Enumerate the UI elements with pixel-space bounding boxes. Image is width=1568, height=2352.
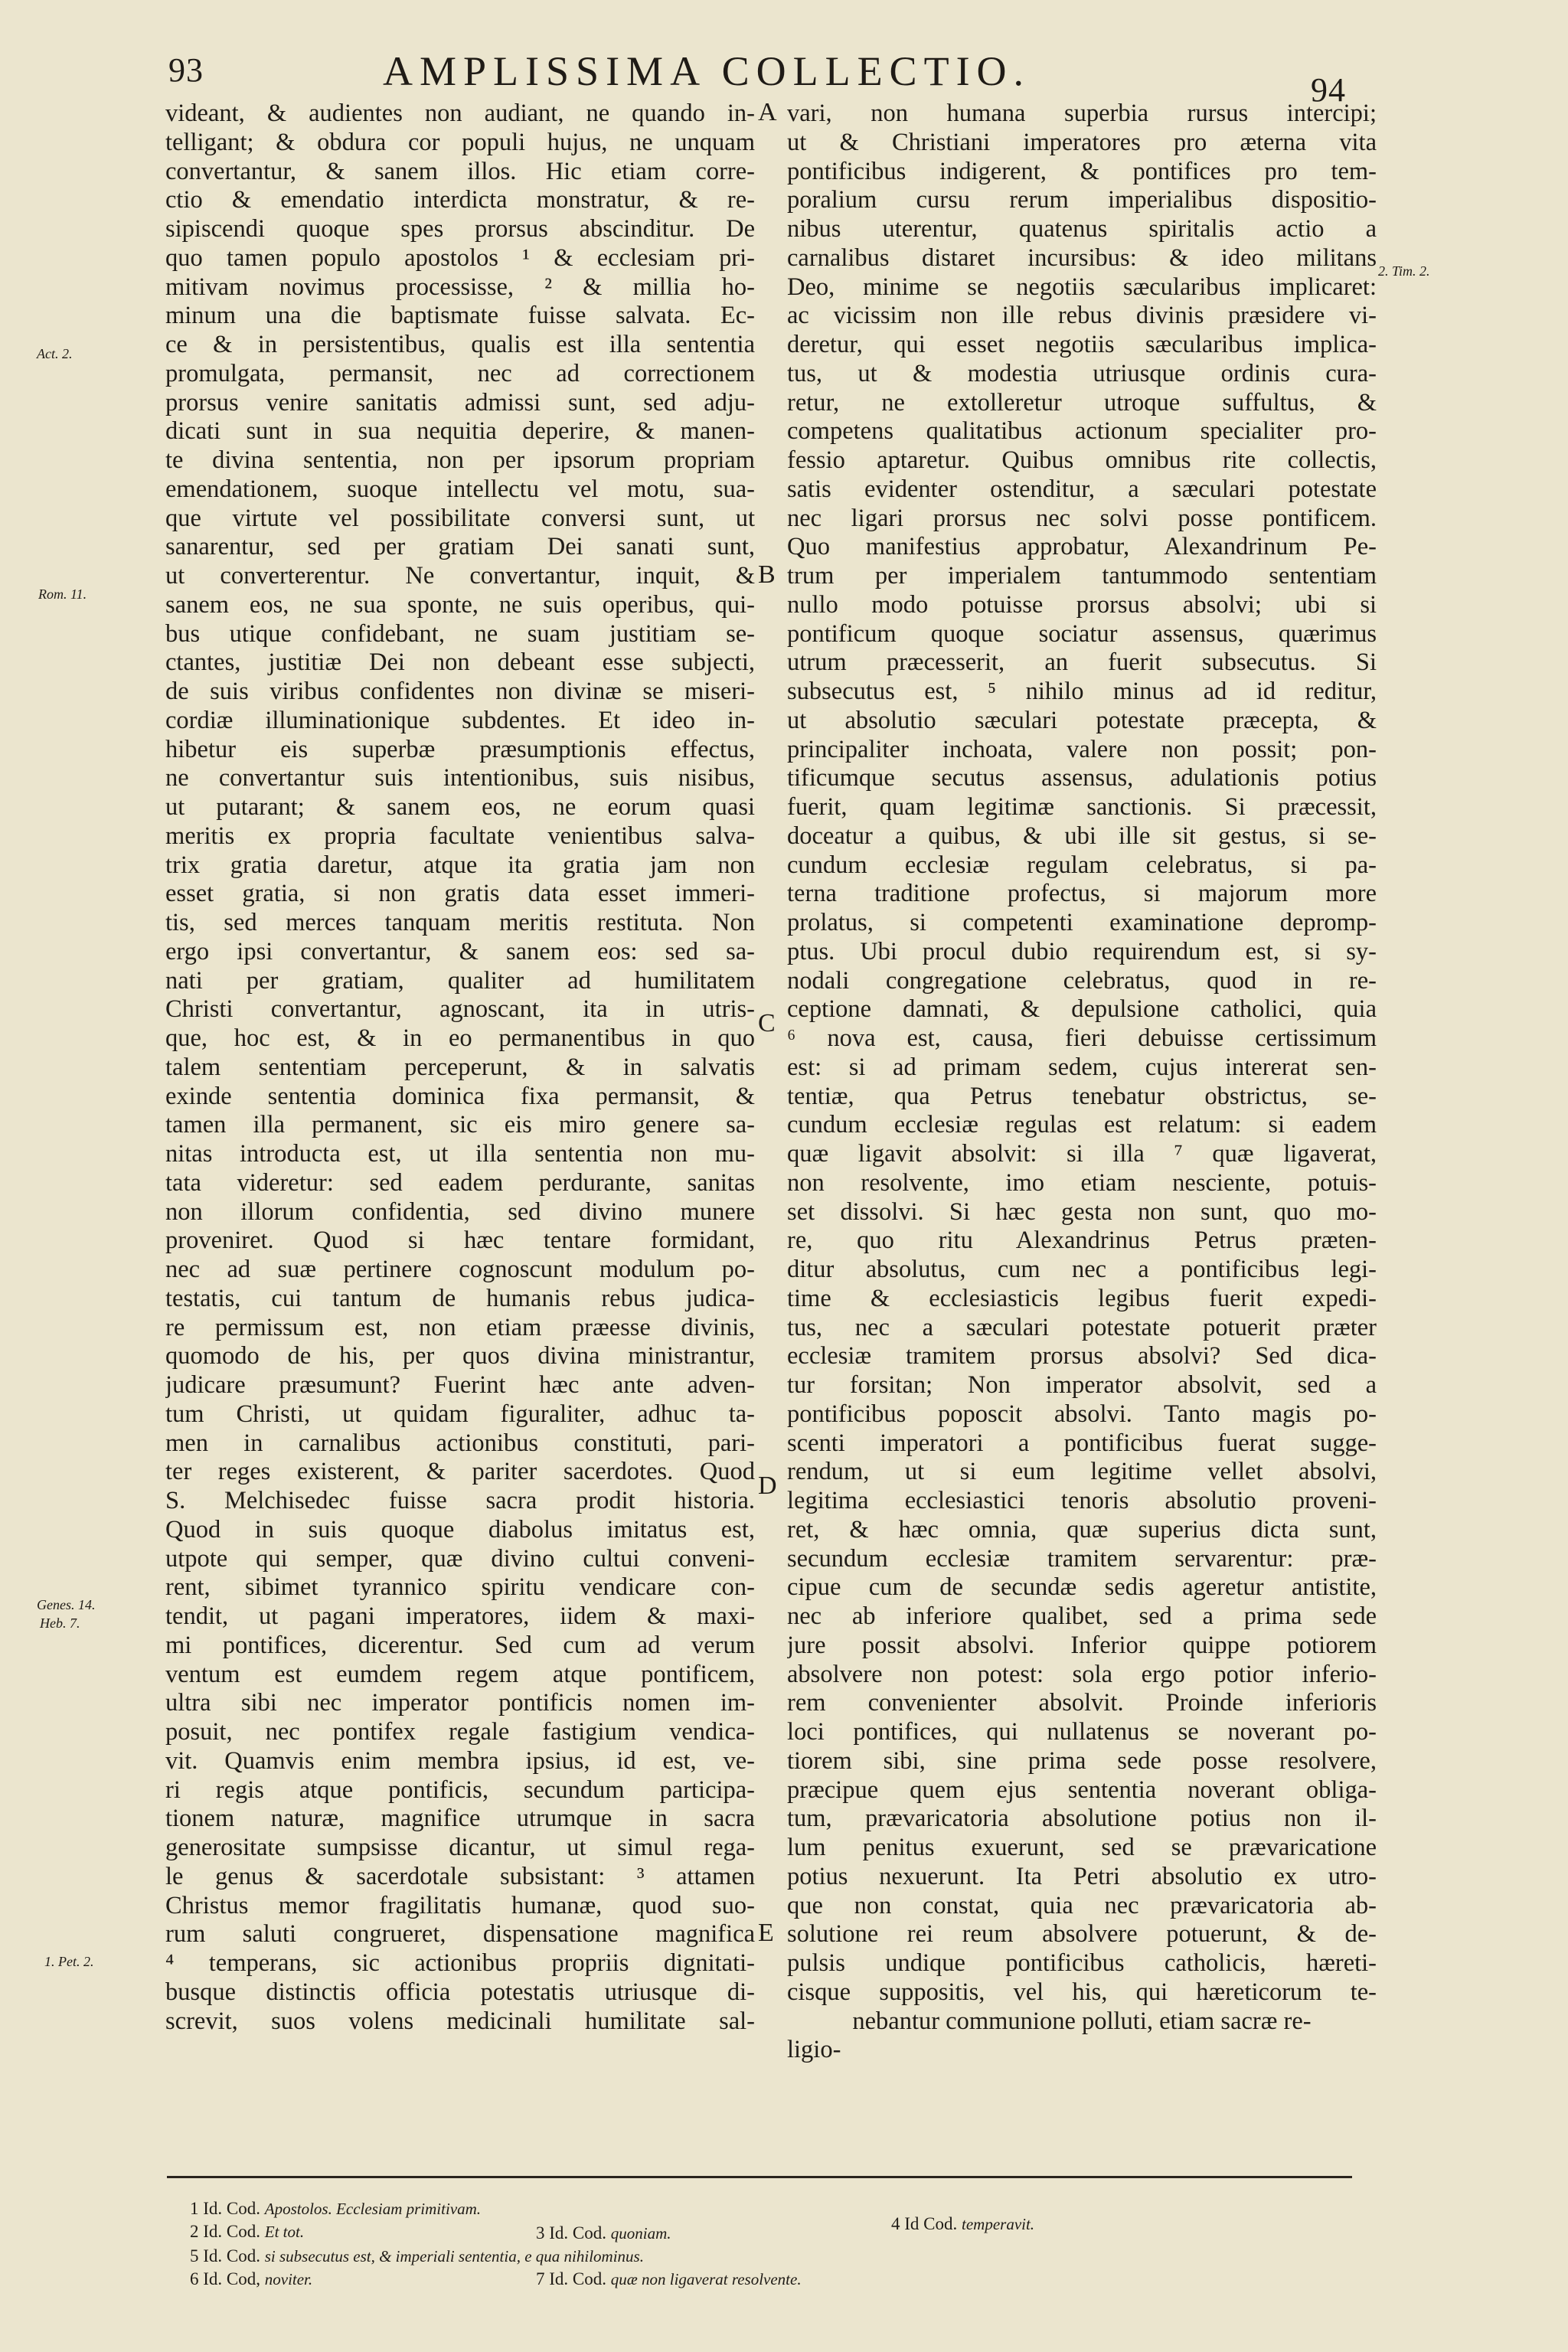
text-line: nodali congregatione celebratus, quod in re-: [787, 966, 1377, 995]
text-line: screvit, suos volens medicinali humilitate sal-: [165, 2007, 755, 2035]
text-line: præcipue quem ejus sententia noverant obliga-: [787, 1775, 1377, 1804]
section-letter-c: C: [758, 1009, 776, 1037]
text-line: sipiscendi quoque spes prorsus abscinditur. De: [165, 215, 755, 243]
text-line: rendum, ut si eum legitime vellet absolvi,: [787, 1458, 1377, 1486]
text-line: competens qualitatibus actionum specialiter pro-: [787, 417, 1377, 446]
text-line: telligant; & obdura cor populi hujus, ne unquam: [165, 128, 755, 156]
text-line: cundum ecclesiæ regulam celebratus, si pa-: [787, 851, 1377, 879]
text-line: promulgata, permansit, nec ad correctionem: [165, 359, 755, 387]
text-line: Quod in suis quoque diabolus imitatus est,: [165, 1515, 755, 1544]
text-line: rent, sibimet tyrannico spiritu vendicare con-: [165, 1573, 755, 1602]
text-line: bus utique confidebant, ne suam justitiam se-: [165, 619, 755, 648]
text-line: men in carnalibus actionibus constituti, pari-: [165, 1429, 755, 1457]
text-line: tis, sed merces tanquam meritis restituta. Non: [165, 909, 755, 936]
text-line: tionem naturæ, magnifice utrumque in sacra: [165, 1805, 755, 1833]
section-letter-a: A: [758, 98, 777, 126]
text-line: terna traditione profectus, si majorum more: [787, 880, 1377, 908]
footnote-2: 2 Id. Cod. Et tot.: [190, 2222, 305, 2241]
text-line: nati per gratiam, qualiter ad humilitatem: [165, 966, 755, 995]
text-line: tificumque secutus assensus, adulationis potius: [787, 764, 1377, 792]
text-line: judicare præsumunt? Fuerint hæc ante adven-: [165, 1371, 755, 1399]
text-line: doceatur a quibus, & ubi ille sit gestus, si se-: [787, 822, 1377, 850]
text-line: minum una die baptismate fuisse salvata. Ec-: [165, 302, 755, 330]
section-letter-b: B: [758, 560, 776, 589]
text-line: sanem eos, ne sua sponte, ne suis operibus, qui-: [165, 590, 755, 619]
text-line: nitas introducta est, ut illa sententia non mu-: [165, 1140, 755, 1168]
text-line: pontificibus poposcit absolvi. Tanto magis po-: [787, 1400, 1377, 1428]
text-line: quomodo de his, per quos divina ministrantur,: [165, 1342, 755, 1370]
text-line: convertantur, & sanem illos. Hic etiam corre-: [165, 157, 755, 185]
text-line: mitivam novimus processisse, ² & millia ho-: [165, 273, 755, 301]
text-line: posuit, nec pontifex regale fastigium vendica-: [165, 1718, 755, 1746]
text-line: utpote qui semper, quæ divino cultui conveni-: [165, 1544, 755, 1573]
text-line: que, hoc est, & in eo permanentibus in quo: [165, 1024, 755, 1052]
footnote-1: 1 Id. Cod. Apostolos. Ecclesiam primitivam.: [190, 2199, 482, 2218]
text-line: quo tamen populo apostolos ¹ & ecclesiam pri-: [165, 243, 755, 272]
text-line: esset gratia, si non gratis data esset immeri-: [165, 880, 755, 908]
text-line: tus, ut & modestia utriusque ordinis cura-: [787, 359, 1377, 387]
text-line: ditur absolutus, cum nec a pontificibus legi-: [787, 1256, 1377, 1283]
text-line: legitima ecclesiastici tenoris absolutio proveni-: [787, 1487, 1377, 1514]
footnote-5: 5 Id. Cod. si subsecutus est, & imperiali sententia, e qua nihilominus.: [190, 2246, 644, 2265]
footnote-7: 7 Id. Cod. quæ non ligaverat resolvente.: [536, 2269, 802, 2288]
text-line: exinde sententia dominica fixa permansit, &: [165, 1082, 755, 1110]
text-line: tum Christi, ut quidam figuraliter, adhuc ta-: [165, 1400, 755, 1428]
text-line: pulsis undique pontificibus catholicis, hæreti-: [787, 1949, 1377, 1977]
text-line: poralium cursu rerum imperialibus dispositio-: [787, 186, 1377, 214]
text-line: retur, ne extolleretur utroque suffultus, &: [787, 388, 1377, 416]
margin-note-hebrews: Heb. 7.: [40, 1615, 80, 1631]
text-line: fessio aptaretur. Quibus omnibus rite collectis,: [787, 446, 1377, 474]
text-line: cisque suppositis, vel his, qui hæreticorum te-: [787, 1978, 1377, 2006]
text-line: prolatus, si competenti examinatione depromp-: [787, 909, 1377, 936]
text-line: vari, non humana superbia rursus intercipi;: [787, 100, 1377, 127]
text-line: trix gratia daretur, atque ita gratia jam non: [165, 851, 755, 879]
text-line: talem sententiam perceperunt, & in salvatis: [165, 1053, 755, 1081]
text-line: tiorem sibi, sine prima sede posse resolvere,: [787, 1746, 1377, 1775]
text-line: ret, & hæc omnia, quæ superius dicta sunt,: [787, 1515, 1377, 1544]
footnote-divider: [167, 2176, 1352, 2178]
text-line: Deo, minime se negotiis sæcularibus implicaret:: [787, 273, 1377, 301]
text-line: ligio-: [787, 2036, 841, 2064]
text-line: emendationem, suoque intellectu vel motu, sua-: [165, 475, 755, 503]
text-line: non resolvente, imo etiam nesciente, potuis-: [787, 1168, 1377, 1197]
text-line: Quo manifestius approbatur, Alexandrinum Pe-: [787, 533, 1377, 561]
text-line: jure possit absolvi. Inferior quippe potiorem: [787, 1631, 1377, 1659]
text-line: que non constat, quia nec prævaricatoria ab-: [787, 1891, 1377, 1919]
text-line: ultra sibi nec imperator pontificis nomen im-: [165, 1689, 755, 1717]
text-line: videant, & audientes non audiant, ne quando in-: [165, 100, 755, 127]
text-line: vit. Quamvis enim membra ipsius, id est, ve-: [165, 1746, 755, 1775]
right-text-column: [787, 100, 1377, 2065]
text-line: que virtute vel possibilitate conversi sunt, ut: [165, 504, 755, 532]
text-line: generositate sumpsisse dicantur, ut simul rega-: [165, 1834, 755, 1861]
text-line: absolvere non potest: sola ergo potior inferio-: [787, 1660, 1377, 1688]
text-line: solutione rei reum absolvere potuerunt, & de-: [787, 1920, 1377, 1949]
text-line: secundum ecclesiæ tramitem servarentur: præ-: [787, 1544, 1377, 1573]
text-line: utrum præcesserit, an fuerit subsecutus. Si: [787, 648, 1377, 677]
text-line: fuerit, quam legitimæ sanctionis. Si præcessit,: [787, 793, 1377, 821]
text-line: te divina sententia, non per ipsorum propriam: [165, 446, 755, 474]
text-line: ceptione damnati, & depulsione catholici, quia: [787, 995, 1377, 1024]
text-line: ergo ipsi convertantur, & sanem eos: sed sa-: [165, 937, 755, 965]
text-line: dicati sunt in sua nequitia deperire, & manen-: [165, 417, 755, 446]
text-line: ac vicissim non ille rebus divinis præsidere vi-: [787, 302, 1377, 330]
right-page-number: 94: [1311, 71, 1346, 109]
footnote-6: 6 Id. Cod, noviter.: [190, 2269, 313, 2288]
text-line: ut & Christiani imperatores pro æterna vita: [787, 128, 1377, 156]
text-line: tus, nec a sæculari potestate potuerit præter: [787, 1313, 1377, 1341]
text-line: ctio & emendatio interdicta monstratur, & re-: [165, 186, 755, 214]
text-line: potius nexuerunt. Ita Petri absolutio ex utro-: [787, 1862, 1377, 1890]
text-line: tata videretur: sed eadem perdurante, sanitas: [165, 1168, 755, 1197]
text-line: Christi convertantur, agnoscant, ita in utris-: [165, 995, 755, 1024]
text-line: rum saluti congrueret, dispensatione magnifica: [165, 1920, 755, 1949]
text-line: cordiæ illuminationique subdentes. Et ideo in-: [165, 706, 755, 734]
text-line: ⁶ nova est, causa, fieri debuisse certissimum: [787, 1024, 1377, 1052]
text-line: principaliter inchoata, valere non possit; pon-: [787, 735, 1377, 763]
text-line: non illorum confidentia, sed divino munere: [165, 1197, 755, 1226]
text-line: cundum ecclesiæ regulas est relatum: si eadem: [787, 1111, 1377, 1139]
text-line: busque distinctis officia potestatis utriusque di-: [165, 1978, 755, 2006]
text-line: ctantes, justitiæ Dei non debeant esse subjecti,: [165, 648, 755, 677]
text-line: nibus uterentur, quatenus spiritalis actio a: [787, 215, 1377, 243]
text-line: set dissolvi. Si hæc gesta non sunt, quo mo-: [787, 1197, 1377, 1226]
text-line: S. Melchisedec fuisse sacra prodit historia.: [165, 1487, 755, 1514]
left-text-column: [165, 100, 755, 2036]
text-line: lum penitus exuerunt, sed se prævaricatione: [787, 1834, 1377, 1861]
text-line: tamen illa permanent, sic eis miro genere sa-: [165, 1111, 755, 1139]
text-line: ⁴ temperans, sic actionibus propriis dignitati-: [165, 1949, 755, 1977]
text-line: Christus memor fragilitatis humanæ, quod suo-: [165, 1891, 755, 1919]
text-line: quæ ligavit absolvit: si illa ⁷ quæ ligaverat,: [787, 1140, 1377, 1168]
left-page-number: 93: [168, 51, 204, 89]
text-line: ter reges existerent, & pariter sacerdotes. Quod: [165, 1458, 755, 1486]
running-title: AMPLISSIMA COLLECTIO.: [383, 48, 1031, 94]
text-line: tum, prævaricatoria absolutione potius non il-: [787, 1805, 1377, 1833]
text-line: nebantur communione polluti, etiam sacræ re-: [852, 2007, 1312, 2035]
text-line: loci pontifices, qui nullatenus se noverant po-: [787, 1718, 1377, 1746]
text-line: cipue cum de secundæ sedis ageretur antistite,: [787, 1573, 1377, 1602]
text-line: de suis viribus confidentes non divinæ se miseri-: [165, 678, 755, 705]
text-line: tentiæ, qua Petrus tenebatur obstrictus, se-: [787, 1082, 1377, 1110]
text-line: re permissum est, non etiam præesse divinis,: [165, 1313, 755, 1341]
text-line: nec ad suæ pertinere cognoscunt modulum po-: [165, 1256, 755, 1283]
text-line: ne convertantur suis intentionibus, suis nisibus,: [165, 764, 755, 792]
text-line: pontificum quoque sociatur assensus, quærimus: [787, 619, 1377, 648]
margin-note-genesis: Genes. 14.: [37, 1597, 96, 1612]
text-line: ventum est eumdem regem atque pontificem,: [165, 1660, 755, 1688]
text-line: trum per imperialem tantummodo sententiam: [787, 562, 1377, 590]
margin-note-peter: 1. Pet. 2.: [44, 1954, 94, 1969]
section-letter-d: D: [758, 1472, 777, 1500]
text-line: satis evidenter ostenditur, a sæculari potestate: [787, 475, 1377, 503]
text-line: carnalibus distaret incursibus: & ideo militans: [787, 243, 1377, 272]
text-line: nec ligari prorsus nec solvi posse pontificem.: [787, 504, 1377, 532]
text-line: mi pontifices, dicerentur. Sed cum ad verum: [165, 1631, 755, 1659]
text-line: nec ab inferiore qualibet, sed a prima sede: [787, 1602, 1377, 1630]
text-line: time & ecclesiasticis legibus fuerit expedi-: [787, 1284, 1377, 1312]
text-line: ce & in persistentibus, qualis est illa sententia: [165, 331, 755, 358]
text-line: hibetur eis superbæ præsumptionis effectus,: [165, 735, 755, 763]
text-line: testatis, cui tantum de humanis rebus judica-: [165, 1284, 755, 1312]
text-line: re, quo ritu Alexandrinus Petrus præten-: [787, 1227, 1377, 1255]
text-line: subsecutus est, ⁵ nihilo minus ad id reditur,: [787, 678, 1377, 705]
text-line: proveniret. Quod si hæc tentare formidant,: [165, 1227, 755, 1255]
text-line: scenti imperatori a pontificibus fuerat sugge-: [787, 1429, 1377, 1457]
text-line: ri regis atque pontificis, secundum participa-: [165, 1775, 755, 1804]
section-letter-e: E: [758, 1919, 774, 1947]
text-line: prorsus venire sanitatis admissi sunt, sed adju-: [165, 388, 755, 416]
margin-note-acts: Act. 2.: [37, 346, 73, 361]
text-line: ut converterentur. Ne convertantur, inquit, &: [165, 562, 755, 590]
text-line: rem convenienter absolvit. Proinde inferioris: [787, 1689, 1377, 1717]
footnote-4: 4 Id Cod. temperavit.: [891, 2214, 1035, 2233]
footnote-3: 3 Id. Cod. quoniam.: [536, 2223, 671, 2243]
text-line: est: si ad primam sedem, cujus intererat sen-: [787, 1053, 1377, 1081]
text-line: tur forsitan; Non imperator absolvit, sed a: [787, 1371, 1377, 1399]
margin-note-romans: Rom. 11.: [38, 586, 87, 602]
text-line: meritis ex propria facultate venientibus salva-: [165, 822, 755, 850]
text-line: deretur, qui esset negotiis sæcularibus implica-: [787, 331, 1377, 358]
text-line: ut absolutio sæculari potestate præcepta, &: [787, 706, 1377, 734]
text-line: tendit, ut pagani imperatores, iidem & maxi-: [165, 1602, 755, 1630]
margin-note-timothy: 2. Tim. 2.: [1378, 263, 1430, 279]
text-line: pontificibus indigerent, & pontifices pro tem-: [787, 157, 1377, 185]
text-line: ecclesiæ tramitem prorsus absolvi? Sed dica-: [787, 1342, 1377, 1370]
text-line: sanarentur, sed per gratiam Dei sanati sunt,: [165, 533, 755, 561]
text-line: ptus. Ubi procul dubio requirendum est, si sy-: [787, 937, 1377, 965]
text-line: ut putarant; & sanem eos, ne eorum quasi: [165, 793, 755, 821]
text-line: nullo modo potuisse prorsus absolvi; ubi si: [787, 590, 1377, 619]
text-line: le genus & sacerdotale subsistant: ³ attamen: [165, 1862, 755, 1890]
